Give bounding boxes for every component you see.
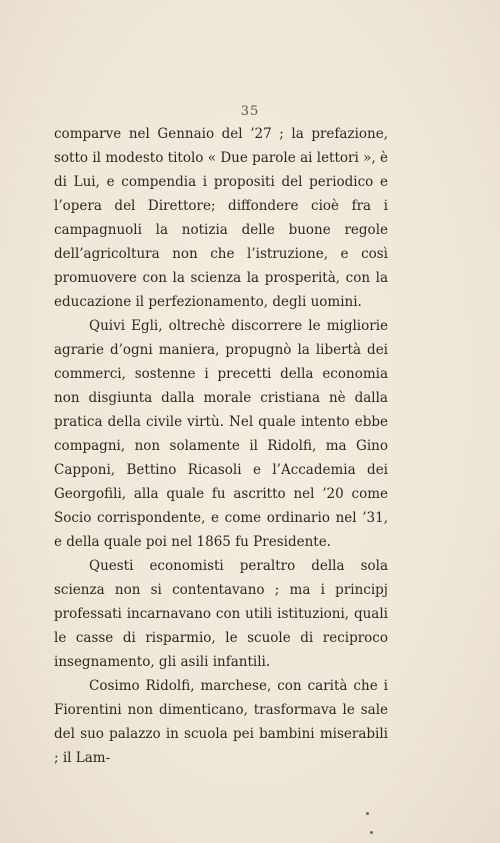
page-number: 35	[240, 104, 260, 119]
page-text	[54, 122, 388, 770]
paragraph-cosimo: Cosimo Ridolfi, marchese, con carità che i Fiorentini non dimenticano, trasformava le sale del suo palazzo in scuola pei bambini miserabili ; il Lam-	[54, 678, 388, 766]
ink-speck	[366, 812, 369, 815]
ink-speck	[370, 831, 373, 834]
paragraph-quivi: Quivi Egli, oltrechè discorrere le migliorie agrarie d’ogni maniera, propugnò la libertà dei commerci, sostenne i precetti della economia non disgiunta dalla morale cristiana nè dalla pratica della civile virtù. Nel quale intento ebbe compagni, non solamente il Ridolfi, ma Gino Capponi, Bettino Ricasoli e l’Accademia dei Georgofili, alla quale fu ascritto nel ’20 come Socio corrispondente, e come ordinario nel ’31, e della quale poi nel 1865 fu Presidente.	[54, 318, 388, 550]
paragraph-continuation: comparve nel Gennaio del ’27 ; la prefazione, sotto il modesto titolo « Due parole ai lettori », è di Lui, e compendia i propositi del periodico e l’opera del Direttore; diffondere cioè fra i campagnuoli la notizia delle buone regole dell’agricoltura non che l’istruzione, e così promuovere con la scienza la prosperità, con la educazione il perfezionamento, degli uomini.	[54, 126, 388, 310]
paragraph-economisti: Questi economisti peraltro della sola scienza non si contentavano ; ma i principj professati incarnavano con utili istituzioni, quali le casse di risparmio, le scuole di reciproco insegnamento, gli asili infantili.	[54, 558, 388, 670]
